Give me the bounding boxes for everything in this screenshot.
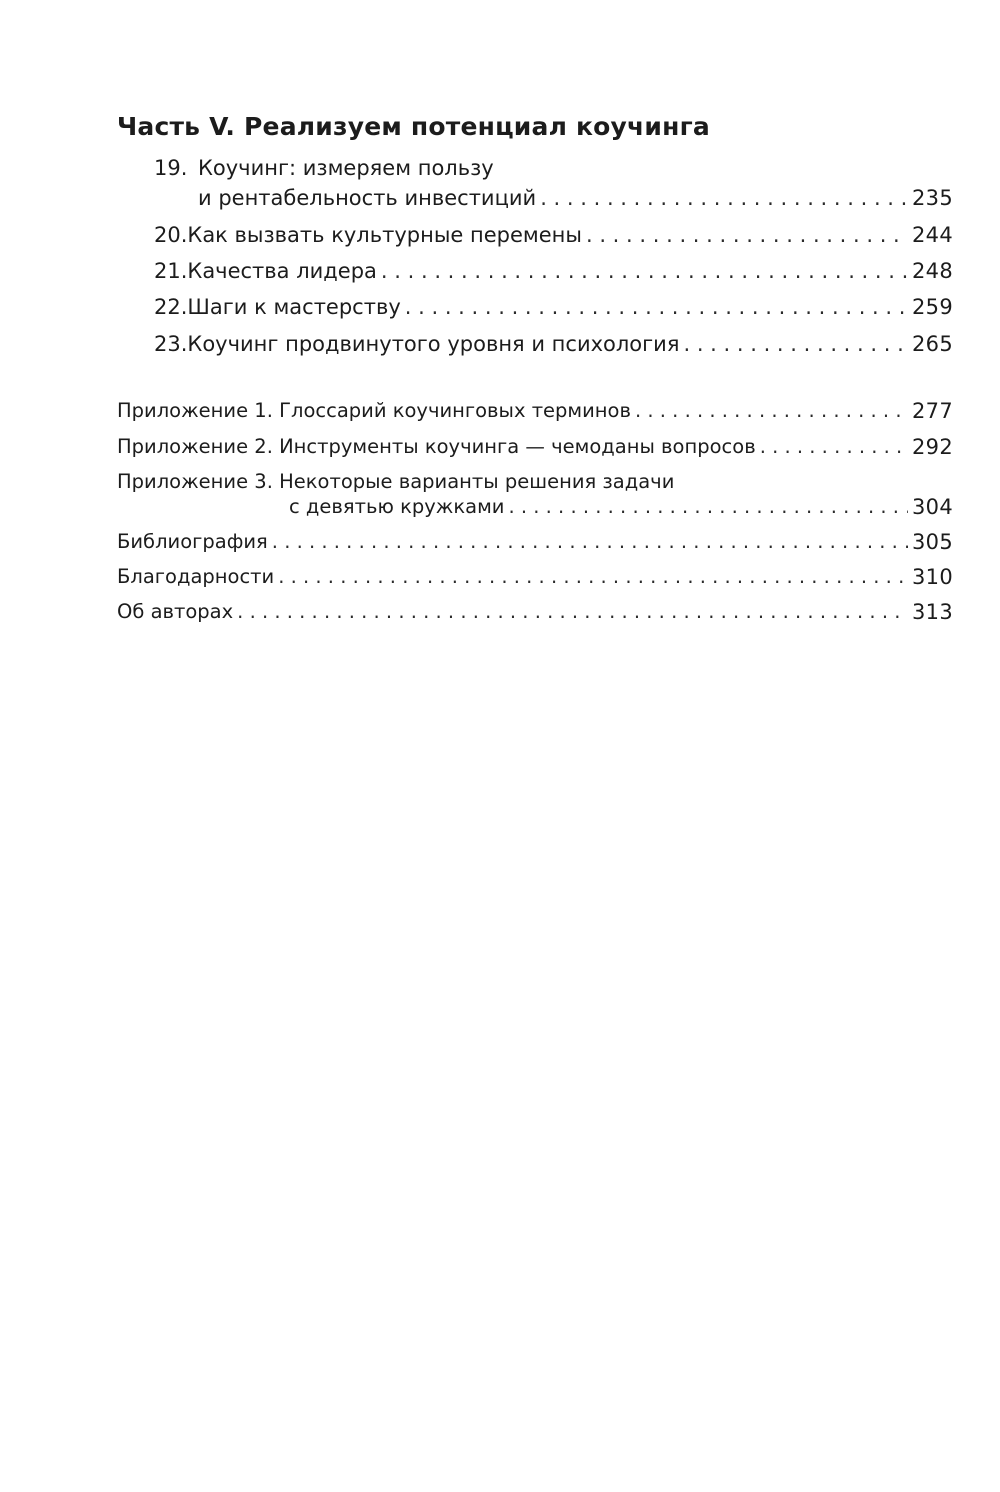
toc-entry-appendix-2[interactable]: [117, 434, 953, 460]
dot-leader: [237, 599, 908, 625]
toc-entry-bibliography[interactable]: [117, 529, 953, 555]
entry-title: Об авторах: [117, 600, 234, 623]
page-number: 235: [912, 186, 953, 210]
toc-entry-23[interactable]: [154, 331, 953, 357]
dot-leader: [540, 185, 908, 211]
toc-entry-21[interactable]: [154, 258, 953, 284]
dot-leader: [683, 331, 908, 357]
page-number: 259: [912, 295, 953, 319]
appendix-title: Приложение 2. Инструменты коучинга — чемоданы вопросов: [117, 435, 756, 458]
chapter-number: 20.: [154, 223, 188, 247]
dot-leader: [586, 222, 908, 248]
toc-entry-appendix-1[interactable]: [117, 398, 953, 424]
toc-entry-appendix-3-line1[interactable]: [117, 469, 674, 495]
toc-entry-19-line1[interactable]: [154, 155, 494, 181]
page-number: 277: [912, 399, 953, 423]
chapter-number: 23.: [154, 332, 188, 356]
chapter-number: 21.: [154, 259, 188, 283]
page-number: 304: [912, 495, 953, 519]
toc-entry-about-authors[interactable]: [117, 599, 953, 625]
chapter-title: Как вызвать культурные перемены: [187, 223, 582, 247]
appendix-title-line1: Приложение 3. Некоторые варианты решения задачи: [117, 470, 675, 493]
toc-entry-22[interactable]: [154, 294, 953, 320]
chapter-number: 22.: [154, 295, 188, 319]
toc-entry-appendix-3[interactable]: [289, 494, 953, 520]
entry-title: Благодарности: [117, 565, 275, 588]
page-number: 292: [912, 435, 953, 459]
page-number: 265: [912, 332, 953, 356]
dot-leader: [381, 258, 908, 284]
toc-entry-20[interactable]: [154, 222, 953, 248]
chapter-title: Коучинг продвинутого уровня и психология: [187, 332, 680, 356]
page-number: 313: [912, 600, 953, 624]
dot-leader: [760, 434, 908, 460]
toc-entry-acknowledgements[interactable]: [117, 564, 953, 590]
dot-leader: [405, 294, 908, 320]
chapter-number: 19.: [154, 156, 188, 180]
appendix-title-line2: с девятью кружками: [289, 495, 505, 518]
chapter-title-line2: и рентабельность инвестиций: [198, 186, 537, 210]
page-number: 248: [912, 259, 953, 283]
chapter-title: Качества лидера: [187, 259, 377, 283]
chapter-title-line1: Коучинг: измеряем пользу: [198, 156, 494, 180]
dot-leader: [278, 564, 908, 590]
page-number: 310: [912, 565, 953, 589]
chapter-title: Шаги к мастерству: [187, 295, 401, 319]
appendix-title: Приложение 1. Глоссарий коучинговых терминов: [117, 399, 631, 422]
page-number: 305: [912, 530, 953, 554]
part-title: Часть V. Реализуем потенциал коучинга: [117, 112, 710, 141]
entry-title: Библиография: [117, 530, 268, 553]
dot-leader: [635, 398, 908, 424]
dot-leader: [508, 494, 908, 520]
dot-leader: [272, 529, 908, 555]
toc-entry-19[interactable]: [198, 185, 953, 211]
page-number: 244: [912, 223, 953, 247]
